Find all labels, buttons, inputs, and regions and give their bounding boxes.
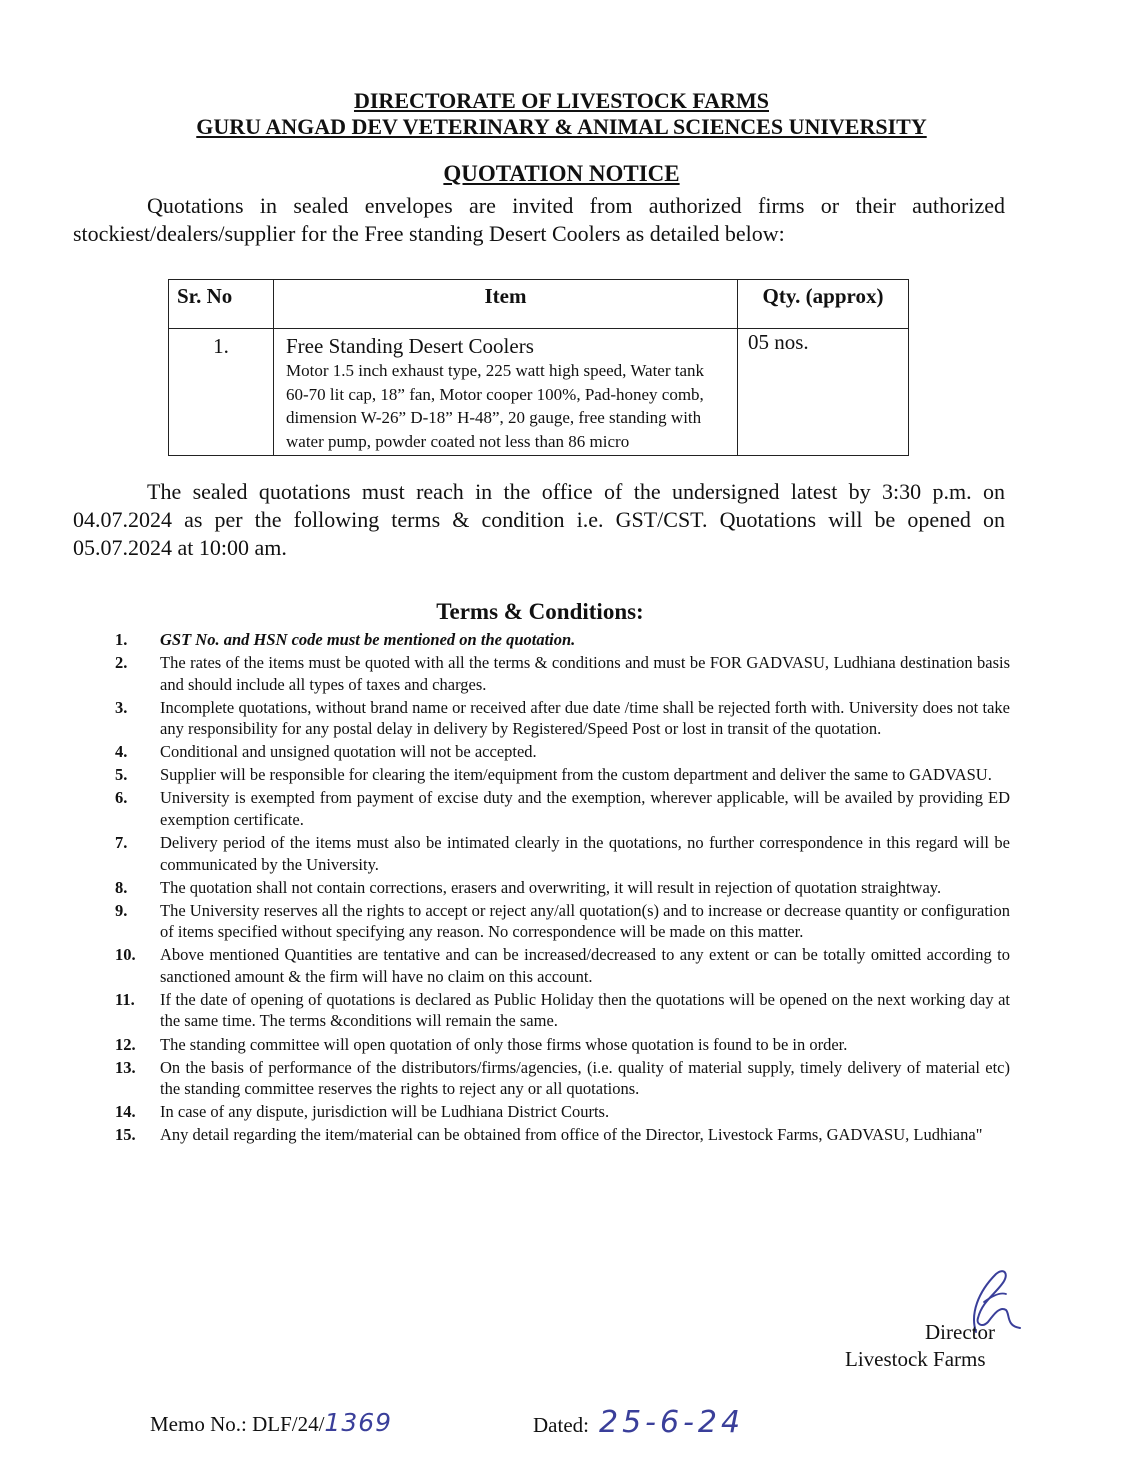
signatory-title: Director <box>925 1320 995 1344</box>
cell-item <box>274 329 738 456</box>
terms-list <box>115 629 1010 1147</box>
intro-paragraph <box>73 192 1005 248</box>
term-text: Delivery period of the items must also be intimated clearly in the quotations, no further correspondence in this regard will be communicated by the University. <box>160 833 1010 874</box>
list-item <box>115 1057 1010 1100</box>
term-number: 11. <box>115 989 135 1009</box>
term-number: 1. <box>115 630 128 649</box>
handwritten-date: 25-6-24 <box>598 1405 745 1440</box>
term-text: The standing committee will open quotation of only those firms whose quotation is found to be in order. <box>160 1034 848 1054</box>
terms-title: Terms & Conditions: <box>436 599 644 624</box>
memo-handwritten-number: 1369 <box>324 1408 393 1437</box>
header-sr-no: Sr. No <box>169 280 274 329</box>
signatory-office: Livestock Farms <box>845 1347 986 1371</box>
list-item <box>115 652 1010 695</box>
cell-qty: 05 nos. <box>738 329 909 456</box>
intro-text: Quotations in sealed envelopes are invited from authorized firms or their authorized stockiest/dealers/supplier for the Free standing Desert Coolers as detailed below: <box>73 193 1005 246</box>
term-number: 12. <box>115 1034 136 1054</box>
term-number: 3. <box>115 697 128 717</box>
memo-number <box>150 1408 392 1437</box>
term-number: 4. <box>115 742 128 762</box>
term-number: 14. <box>115 1102 136 1122</box>
list-item <box>115 764 1010 786</box>
memo-date <box>533 1405 744 1440</box>
items-table-header-row <box>169 280 909 329</box>
term-text: Any detail regarding the item/material can be obtained from office of the Director, Livestock Farms, GADVASU, Ludhiana" <box>160 1125 983 1145</box>
list-item <box>115 832 1010 875</box>
table-row <box>169 329 909 456</box>
term-number: 9. <box>115 900 128 920</box>
items-table <box>168 279 909 456</box>
header-item: Item <box>274 280 738 329</box>
list-item <box>115 629 1010 651</box>
cell-sr-no: 1. <box>169 329 274 456</box>
sealed-text: The sealed quotations must reach in the office of the undersigned latest by 3:30 p.m. on 04.07.2024 as per the following terms & condition i.e. GST/CST. Quotations will be opened on 05.07.2024 at 10:00 am. <box>73 479 1005 560</box>
term-text: University is exempted from payment of excise duty and the exemption, wherever applicable, will be availed by providing ED exemption certificate. <box>160 788 1010 829</box>
term-number: 10. <box>115 945 136 965</box>
list-item <box>115 944 1010 987</box>
term-text: If the date of opening of quotations is declared as Public Holiday then the quotations will be opened on the next working day at the same time. The terms &conditions will remain the same. <box>160 989 1010 1031</box>
term-number: 6. <box>115 788 128 808</box>
list-item <box>115 1124 1010 1146</box>
term-number: 15. <box>115 1125 136 1145</box>
memo-label: Memo No.: DLF/24/ <box>150 1412 325 1436</box>
list-item <box>115 787 1010 830</box>
term-text: In case of any dispute, jurisdiction will be Ludhiana District Courts. <box>160 1102 610 1122</box>
term-text: The rates of the items must be quoted with all the terms & conditions and must be FOR GADVASU, Ludhiana destination basis and should include all types of taxes and charges. <box>160 653 1010 694</box>
list-item <box>115 900 1010 943</box>
term-text: The University reserves all the rights to accept or reject any/all quotation(s) and to increase or decrease quantity or configuration of items specified without specifying any reason. No correspondence will be made on this matter. <box>160 900 1010 942</box>
term-number: 2. <box>115 653 128 673</box>
term-text: Conditional and unsigned quotation will not be accepted. <box>160 742 537 762</box>
term-text: On the basis of performance of the distributors/firms/agencies, (i.e. quality of material supply, timely delivery of material etc) the standing committee reserves the rights to reject any or all quotations. <box>160 1057 1010 1099</box>
term-text: Above mentioned Quantities are tentative and can be increased/decreased to any extent or can be totally omitted according to sanctioned amount & the firm will have no claim on this account. <box>160 945 1010 986</box>
list-item <box>115 877 1010 899</box>
term-text: Incomplete quotations, without brand name or received after due date /time shall be rejected forth with. University does not take any responsibility for any postal delay in delivery by Registered/Speed Post or lost in transit of the quotation. <box>160 697 1010 739</box>
list-item <box>115 741 1010 763</box>
item-name: Free Standing Desert Coolers <box>286 334 534 358</box>
list-item <box>115 989 1010 1032</box>
sealed-quotation-paragraph <box>73 478 1005 562</box>
list-item <box>115 697 1010 740</box>
notice-title: QUOTATION NOTICE <box>443 161 680 186</box>
term-number: 5. <box>115 765 128 785</box>
list-item <box>115 1034 1010 1056</box>
item-description: Motor 1.5 inch exhaust type, 225 watt high speed, Water tank 60-70 lit cap, 18” fan, Motor cooper 100%, Pad-honey comb, dimension W-26” D-18” H-48”, 20 gauge, free standing with water pump, powder coated not less than 86 micro <box>286 361 705 451</box>
header-qty: Qty. (approx) <box>738 280 909 329</box>
dated-label: Dated: <box>533 1413 589 1437</box>
list-item <box>115 1101 1010 1123</box>
university-heading: GURU ANGAD DEV VETERINARY & ANIMAL SCIENCES UNIVERSITY <box>196 114 927 139</box>
term-number: 7. <box>115 833 128 853</box>
term-text: The quotation shall not contain corrections, erasers and overwriting, it will result in rejection of quotation straightway. <box>160 877 942 897</box>
term-number: 8. <box>115 877 128 897</box>
term-text: GST No. and HSN code must be mentioned on the quotation. <box>160 630 576 649</box>
directorate-heading: DIRECTORATE OF LIVESTOCK FARMS <box>353 88 769 113</box>
term-number: 13. <box>115 1057 136 1077</box>
term-text: Supplier will be responsible for clearing the item/equipment from the custom department and deliver the same to GADVASU. <box>160 765 992 785</box>
